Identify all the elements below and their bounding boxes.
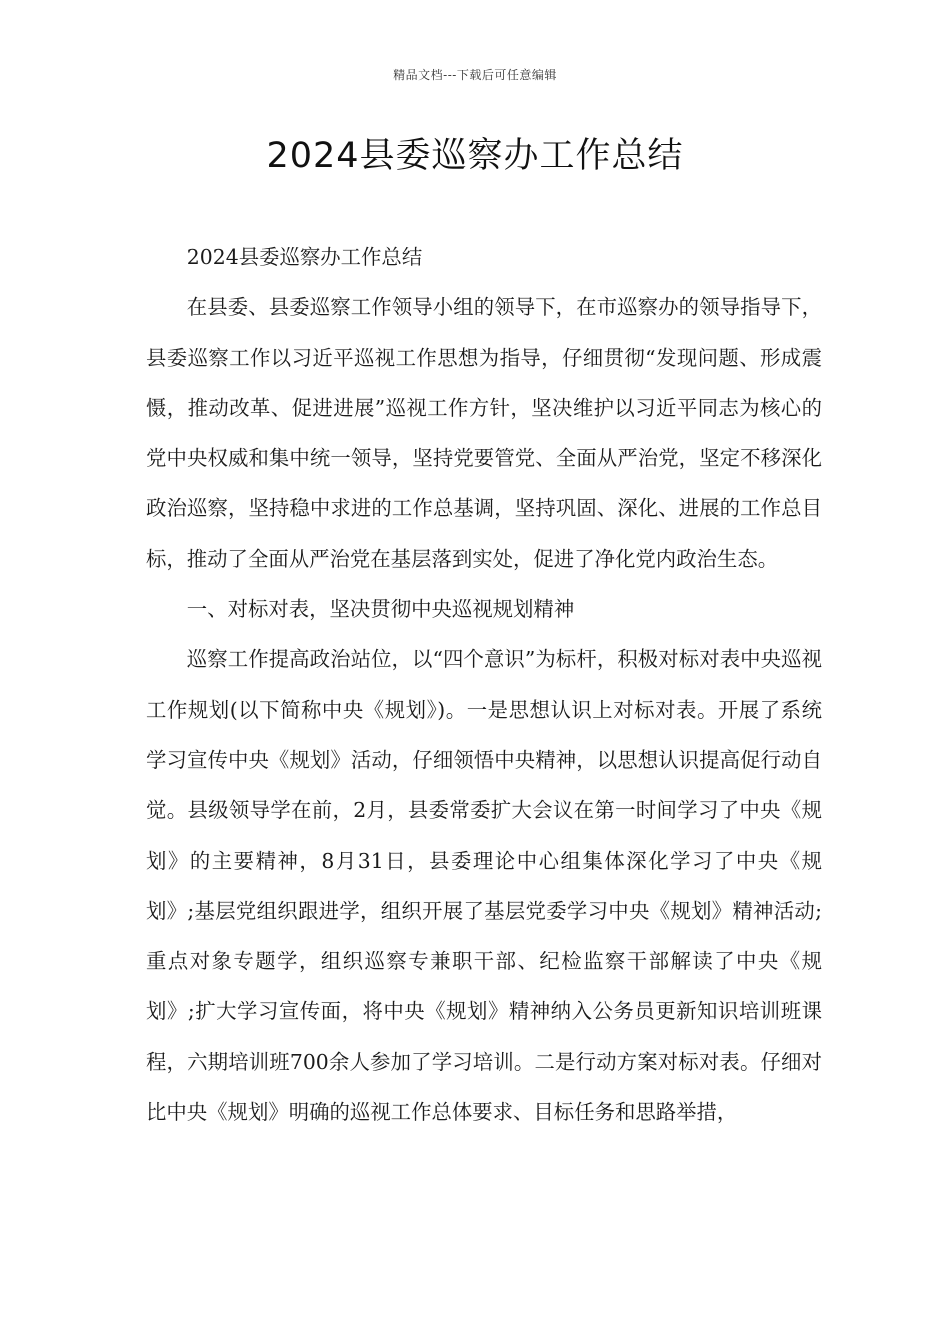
intro-paragraph: 在县委、县委巡察工作领导小组的领导下，在市巡察办的领导指导下，县委巡察工作以习近平巡视工作思想为指导，仔细贯彻“发现问题、形成震慑，推动改革、促进进展”巡视工作方针，坚决维护以习近平同志为核心的党中央权威和集中统一领导，坚持党要管党、全面从严治党，坚定不移深化政治巡察，坚持稳中求进的工作总基调，坚持巩固、深化、进展的工作总目标，推动了全面从严治党在基层落到实处，促进了净化党内政治生态。 (146, 295, 822, 571)
page-header: 精品文档---下载后可任意编辑 (393, 68, 557, 82)
document-body (146, 232, 822, 1137)
section-1-paragraph: 巡察工作提高政治站位，以“四个意识”为标杆，积极对标对表中央巡视工作规划(以下简称中央《规划》)。一是思想认识上对标对表。开展了系统学习宣传中央《规划》活动，仔细领悟中央精神，以思想认识提高促行动自觉。县级领导学在前，2月，县委常委扩大会议在第一时间学习了中央《规划》的主要精神，8月31日，县委理论中心组集体深化学习了中央《规划》;基层党组织跟进学，组织开展了基层党委学习中央《规划》精神活动;重点对象专题学，组织巡察专兼职干部、纪检监察干部解读了中央《规划》;扩大学习宣传面，将中央《规划》精神纳入公务员更新知识培训班课程，六期培训班700余人参加了学习培训。二是行动方案对标对表。仔细对比中央《规划》明确的巡视工作总体要求、目标任务和思路举措， (146, 647, 822, 1125)
subtitle-paragraph: 2024县委巡察办工作总结 (186, 245, 423, 269)
document-title: 2024县委巡察办工作总结 (266, 136, 684, 176)
section-heading-1: 一、对标对表，坚决贯彻中央巡视规划精神 (186, 597, 575, 622)
